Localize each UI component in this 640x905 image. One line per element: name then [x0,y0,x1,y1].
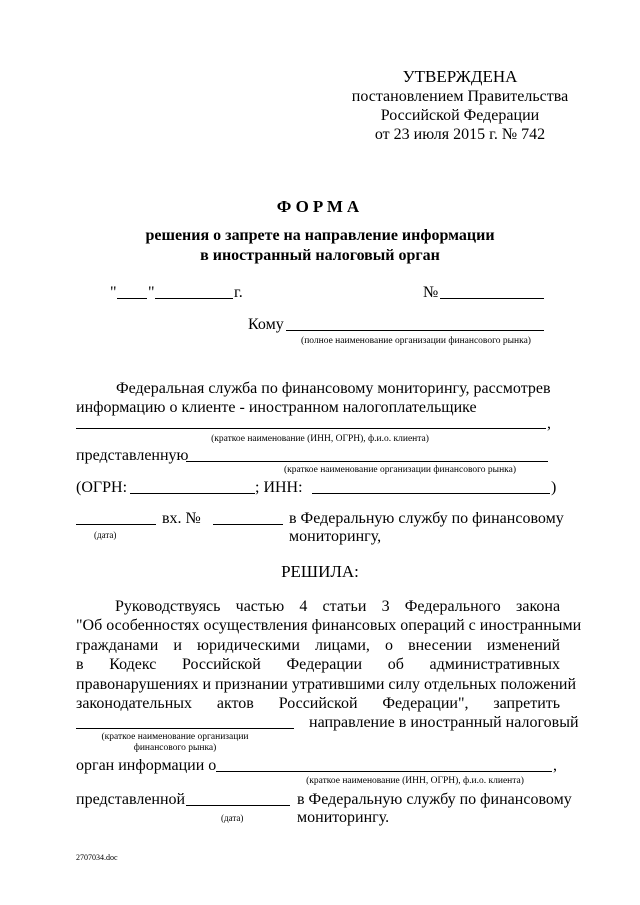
decision-line1 [115,597,560,617]
to-fedservice-line3: в Федеральную службу по финансовому [297,791,572,808]
decision-word: закона [516,598,561,615]
organization-caption: (краткое наименование организации финансового рынка) [283,465,517,475]
to-fedservice-line2: мониторингу, [289,528,382,545]
comma-after-client-info: , [553,757,557,774]
decision-word: Федерального [404,598,501,615]
decision-word: внесении [408,637,472,654]
decision-word: лицами, [315,637,370,654]
approval-line-government: постановлением Правительства [351,88,569,105]
inn-field[interactable] [312,493,550,494]
decision-word: юридическими [197,637,300,654]
approval-title: УТВЕРЖДЕНА [402,67,518,86]
recipient-caption: (полное наименование организации финансового рынка) [301,336,531,346]
org-caption-line2: финансового рынка) [133,743,217,753]
decision-word: в [76,656,84,673]
org-caption-line1: (краткое наименование организации [101,732,249,742]
direction-text: направление в иностранный налоговый [309,714,579,731]
decision-word: Федерации [286,656,363,673]
incoming-number-label: вх. № [162,510,201,527]
recipient-field[interactable] [286,330,544,331]
date-year-suffix: г. [234,284,243,301]
presented-label: представленную [76,447,189,464]
client-caption: (краткое наименование (ИНН, ОГРН), ф.и.о. клиента) [211,434,429,444]
decision-word: изменений [486,637,561,654]
number-sign: № [423,284,439,301]
decision-line3 [76,636,560,656]
to-fedservice-line4: мониторингу. [297,809,390,826]
incoming-date-caption: (дата) [94,530,117,540]
decision-word: Кодекс [109,656,157,673]
intro-line1: Федеральная служба по финансовому мониторингу, рассмотрев [116,380,551,397]
decision-word: законодательных [76,695,192,712]
form-subtitle-line2: в иностранный налоговый орган [200,247,440,264]
decision-word: Российской [182,656,261,673]
approval-line-date-number: от 23 июля 2015 г. № 742 [374,126,546,143]
presenting-organization-field[interactable] [186,461,548,462]
decision-word: Российской [278,695,358,712]
decision-word: административных [429,656,560,673]
decision-word: об [387,656,404,673]
decision-heading: РЕШИЛА: [281,562,359,581]
presented-label-2: представленной [76,791,186,808]
decision-line4 [76,655,560,675]
to-fedservice-line1: в Федеральную службу по финансовому [289,510,564,527]
incoming-number-field[interactable] [213,524,283,525]
decision-word: гражданами [76,637,159,654]
date-day-field[interactable] [117,298,147,299]
decision-line6 [76,694,560,714]
decision-line5: правонарушениях и признании утратившими силу отдельных положений [76,676,577,693]
ogrn-label: (ОГРН: [76,479,128,496]
form-subtitle-line1: решения о запрете на направление информации [145,227,495,244]
to-label: Кому [248,316,284,333]
document-code: 2707034.doc [76,853,118,862]
prohibited-organization-field[interactable] [76,728,294,729]
decision-word: Руководствуясь [115,598,221,615]
decision-word: о [384,637,393,654]
document-number-field[interactable] [440,298,544,299]
decision-word: статьи 3 [322,598,390,615]
presented-date-field[interactable] [186,805,290,806]
date-quote-close: " [148,284,155,301]
decision-word: частью 4 [235,598,308,615]
decision-word: и [173,637,182,654]
decision-word: запретить [493,695,561,712]
client-info-field[interactable] [216,771,552,772]
decision-word: Федерации", [382,695,469,712]
incoming-date-field[interactable] [76,524,156,525]
client-info-caption: (краткое наименование (ИНН, ОГРН), ф.и.о. клиента) [306,776,524,786]
date-month-field[interactable] [155,298,233,299]
ogrn-field[interactable] [130,493,255,494]
date-quote-open: " [110,284,117,301]
client-name-field[interactable] [76,428,546,429]
decision-word: актов [216,695,254,712]
form-title: ФОРМА [276,197,364,216]
close-paren: ) [551,479,557,496]
approval-line-federation: Российской Федерации [380,107,540,124]
comma-after-client: , [547,415,551,432]
organ-info-label: орган информации о [76,757,217,774]
intro-line2: информацию о клиенте - иностранном налогоплательщике [76,399,477,416]
decision-line2: "Об особенностях осуществления финансовых операций с иностранными [76,617,582,634]
presented-date-caption: (дата) [221,813,244,823]
inn-label: ; ИНН: [255,479,303,496]
